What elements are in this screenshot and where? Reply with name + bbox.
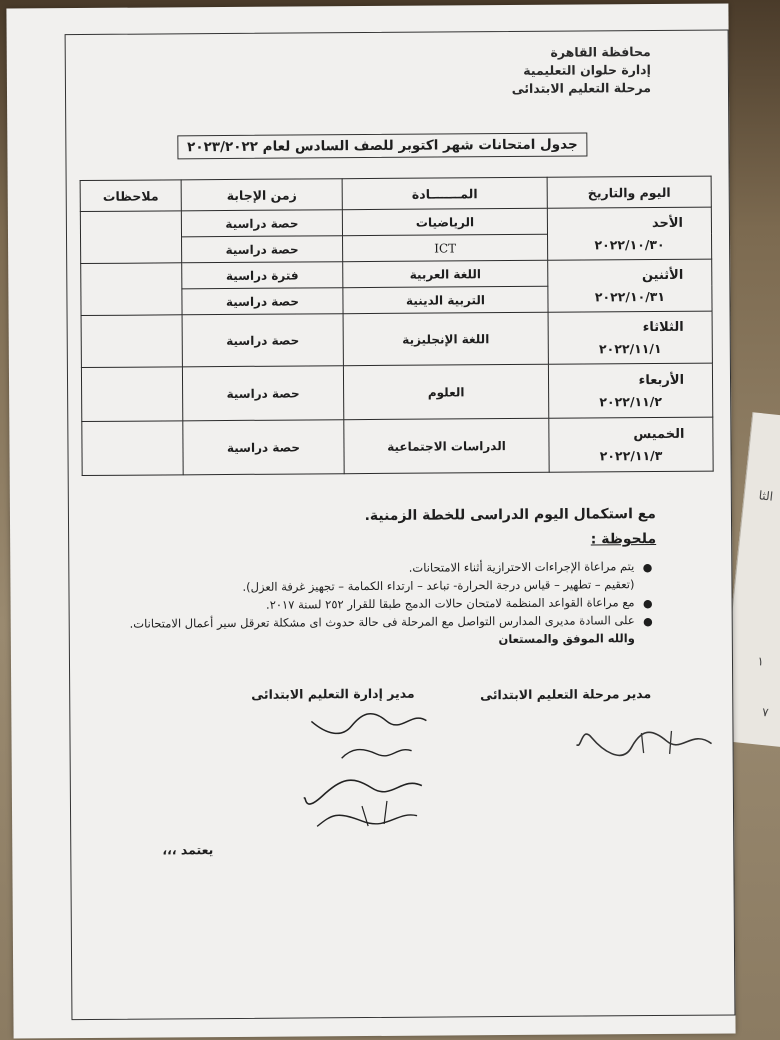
admin-director-signature <box>301 706 442 857</box>
header-notes: ملاحظات <box>80 180 181 212</box>
day-name: الثلاثاء <box>642 319 684 335</box>
day-cell <box>548 363 712 418</box>
duration-cell: حصة دراسية <box>183 420 345 475</box>
duration-cell: حصة دراسية <box>181 210 342 237</box>
table-row <box>82 417 713 475</box>
notes-cell <box>80 211 181 264</box>
table-row <box>81 311 712 367</box>
notes-list <box>12 559 653 649</box>
notes-cell <box>81 315 182 368</box>
day-name: الأربعاء <box>638 372 685 388</box>
table-row <box>80 207 711 237</box>
note-text: على السادة مديرى المدارس التواصل مع المرحلة فى حالة حدوث اى مشكلة تعرقل سير أعمال الامتحانات. <box>129 613 635 631</box>
subject-cell: ICT <box>343 234 548 261</box>
day-cell <box>548 311 712 364</box>
education-admin-label: إدارة حلوان التعليمية <box>523 62 651 78</box>
stage-label: مرحلة التعليم الابتدائى <box>511 80 652 97</box>
completion-note: مع استكمال اليوم الدراسى للخطة الزمنية. <box>364 506 657 525</box>
primary-stage-director-label: مدير مرحلة التعليم الابتدائى <box>480 686 652 703</box>
table-row <box>81 363 712 421</box>
approval-label: يعتمد ،،، <box>162 842 214 858</box>
duration-cell: حصة دراسية <box>182 288 343 315</box>
day-date: ٢٠٢٢/١٠/٣١ <box>594 288 666 304</box>
table-row <box>81 259 712 289</box>
notes-cell <box>82 421 183 476</box>
header-duration: زمن الإجابة <box>181 179 342 211</box>
subject-cell: اللغة العربية <box>343 260 548 287</box>
day-name: الأثنين <box>641 267 684 283</box>
duration-cell: فترة دراسية <box>182 262 343 289</box>
day-name: الأحد <box>651 215 683 231</box>
header-day-date: اليوم والتاريخ <box>547 176 711 208</box>
exam-schedule-document <box>6 3 735 1038</box>
list-item: (تعقيم – تطهير – قياس درجة الحرارة- تباعد – ارتداء الكمامة – تجهيز غرفة العزل). <box>242 577 635 594</box>
bullet-icon: ● <box>642 597 653 611</box>
governorate-label: محافظة القاهرة <box>550 44 651 60</box>
duration-cell: حصة دراسية <box>182 366 344 421</box>
day-name: الخميس <box>633 426 685 442</box>
subject-cell: العلوم <box>344 364 549 419</box>
bullet-icon: ● <box>643 615 653 629</box>
scrap-text-c: ٧ <box>761 704 770 720</box>
duration-cell: حصة دراسية <box>182 314 343 367</box>
bullet-icon: ● <box>642 561 653 575</box>
day-cell <box>549 417 713 472</box>
list-item <box>13 595 653 613</box>
note-text: مع مراعاة القواعد المنظمة لامتحان حالات الدمج طبقا للقرار ٢٥٢ لسنة ٢٠١٧. <box>265 595 635 612</box>
day-cell <box>547 207 711 260</box>
note-text: يتم مراعاة الإجراءات الاحترازية أثناء الامتحانات. <box>408 559 635 575</box>
admin-director-label: مدير إدارة التعليم الابتدائى <box>251 685 415 702</box>
header-subject: المـــــــادة <box>342 177 547 209</box>
notes-cell <box>81 367 182 422</box>
subject-cell: الدراسات الاجتماعية <box>344 418 549 473</box>
page-title: جدول امتحانات شهر اكتوبر للصف السادس لعام ٢٠٢٣/٢٠٢٢ <box>177 132 587 159</box>
scrap-text-b: ١ <box>756 654 765 669</box>
day-cell <box>548 259 712 312</box>
day-date: ٢٠٢٢/١١/٢ <box>599 393 662 409</box>
closing-text: والله الموفق والمستعان <box>498 631 635 647</box>
primary-stage-director-signature <box>571 719 721 765</box>
notes-heading: ملحوظة : <box>590 531 657 548</box>
duration-cell: حصة دراسية <box>181 236 342 263</box>
subject-cell: التربية الدينية <box>343 286 548 313</box>
exam-schedule-table <box>80 176 714 476</box>
day-date: ٢٠٢٢/١٠/٣٠ <box>594 236 665 252</box>
subject-cell: اللغة الإنجليزية <box>343 312 548 365</box>
list-item <box>13 613 653 631</box>
subject-cell: الرياضيات <box>342 208 547 235</box>
day-date: ٢٠٢٢/١١/٣ <box>599 447 663 463</box>
day-date: ٢٠٢٢/١١/١ <box>598 340 662 356</box>
scrap-text-a: الثا <box>758 488 774 504</box>
table-header-row <box>80 176 711 211</box>
notes-cell <box>81 263 182 316</box>
